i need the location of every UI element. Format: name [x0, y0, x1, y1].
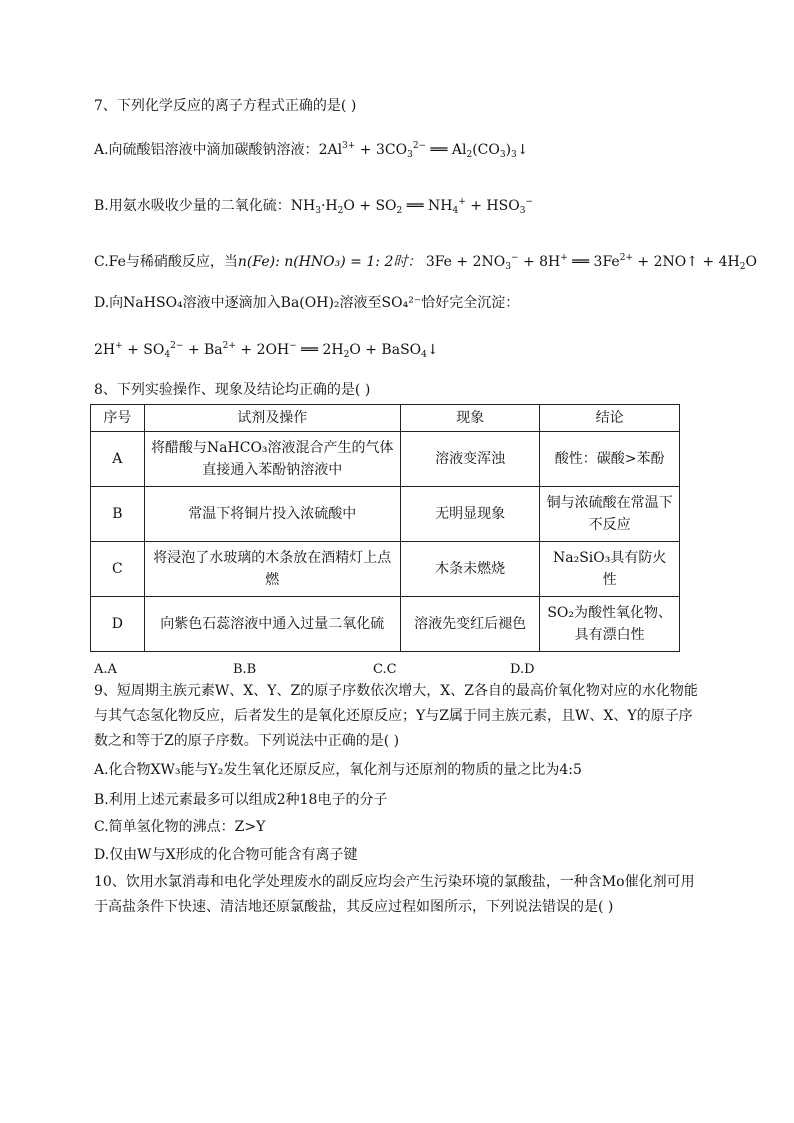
row-conclusion: Na₂SiO₃具有防火性 — [540, 542, 680, 597]
q8-choice-c[interactable]: C.C — [373, 662, 397, 677]
row-operation: 将浸泡了水玻璃的木条放在酒精灯上点燃 — [144, 542, 400, 597]
header-conclusion: 结论 — [540, 405, 680, 432]
q8-choice-d[interactable]: D.D — [510, 662, 535, 677]
q9-option-a: A.化合物XW₃能与Y₂发生氧化还原反应，氧化剂与还原剂的物质的量之比为4:5 — [94, 762, 582, 778]
q9-stem: 9、短周期主族元素W、X、Y、Z的原子序数依次增大，X、Z各自的最高价氧化物对应的水化物能与其气态氢化物反应，后者发生的是氧化还原反应；Y与Z属于同主族元素，且W、X、Y的原子序数之和等于Z的原子序数。下列说法中正确的是( ) — [94, 683, 698, 749]
q7-option-b-text: B.用氨水吸收少量的二氧化硫： — [94, 198, 291, 214]
row-phenomenon: 无明显现象 — [400, 487, 540, 542]
q9-option-d: D.仅由W与X形成的化合物可能含有离子键 — [94, 847, 358, 863]
row-id: B — [91, 487, 145, 542]
q7-stem: 7、下列化学反应的离子方程式正确的是( ) — [94, 98, 357, 114]
q7-option-d-equation: $2H^+ + SO_4^{2-} + Ba^{2+} + 2OH^-$ ══ $2H_2O$ + BaSO$_4$↓ — [94, 341, 439, 360]
experiment-table — [90, 404, 680, 652]
row-conclusion: 酸性：碳酸>苯酚 — [540, 432, 680, 487]
q7-option-a-equation: $2Al^{3+} + 3CO_3^{2-}$ ══ $Al_2(CO_3)_3↓$ — [318, 141, 529, 160]
q7-option-c-equation: $3Fe + 2NO_3^- + 8H^+$ ══ $3Fe^{2+}$ + 2NO↑ + $4H_2O$ — [425, 253, 757, 272]
q8-stem: 8、下列实验操作、现象及结论均正确的是( ) — [94, 382, 371, 398]
q8-choice-a[interactable]: A.A — [94, 662, 117, 677]
row-phenomenon: 木条未燃烧 — [400, 542, 540, 597]
row-phenomenon: 溶液变浑浊 — [400, 432, 540, 487]
q9-option-b: B.利用上述元素最多可以组成2种18电子的分子 — [94, 792, 388, 808]
table-row — [91, 432, 680, 487]
row-phenomenon: 溶液先变红后褪色 — [400, 597, 540, 652]
table-row — [91, 597, 680, 652]
row-id: C — [91, 542, 145, 597]
q7-option-b-equation: $NH_3\cdot H_2O + SO_2$ ══ $NH_4^+ + HSO_3^-$ — [290, 197, 533, 216]
q10-stem: 10、饮用水氯消毒和电化学处理废水的副反应均会产生污染环境的氯酸盐，一种含Mo催化剂可用于高盐条件下快速、清洁地还原氯酸盐，其反应过程如图所示，下列说法错误的是( ) — [94, 874, 695, 915]
row-conclusion: 铜与浓硫酸在常温下不反应 — [540, 487, 680, 542]
q7-option-c-ratio: n(Fe): n(HNO₃) = 1: 2时： — [237, 254, 422, 270]
row-operation: 常温下将铜片投入浓硫酸中 — [144, 487, 400, 542]
row-id: A — [91, 432, 145, 487]
row-id: D — [91, 597, 145, 652]
q7-option-c-text: C.Fe与稀硝酸反应，当 — [94, 254, 238, 270]
q7-option-c — [94, 248, 757, 277]
table-header-row — [91, 405, 680, 432]
row-operation: 向紫色石蕊溶液中通入过量二氧化硫 — [144, 597, 400, 652]
table-row — [91, 542, 680, 597]
table-row — [91, 487, 680, 542]
row-conclusion: SO₂为酸性氧化物、具有漂白性 — [540, 597, 680, 652]
q8-choice-b[interactable]: B.B — [233, 662, 257, 677]
header-operation: 试剂及操作 — [144, 405, 400, 432]
q7-option-d: D.向NaHSO₄溶液中逐滴加入Ba(OH)₂溶液至SO₄²⁻恰好完全沉淀： — [94, 295, 520, 311]
q9-option-c: C.简单氢化物的沸点：Z>Y — [94, 819, 266, 835]
q7-option-a-text: A.向硫酸铝溶液中滴加碳酸钠溶液： — [94, 142, 319, 158]
q7-option-b — [94, 192, 533, 221]
header-no: 序号 — [91, 405, 145, 432]
header-phenomenon: 现象 — [400, 405, 540, 432]
q7-option-a — [94, 136, 529, 165]
row-operation: 将醋酸与NaHCO₃溶液混合产生的气体直接通入苯酚钠溶液中 — [144, 432, 400, 487]
